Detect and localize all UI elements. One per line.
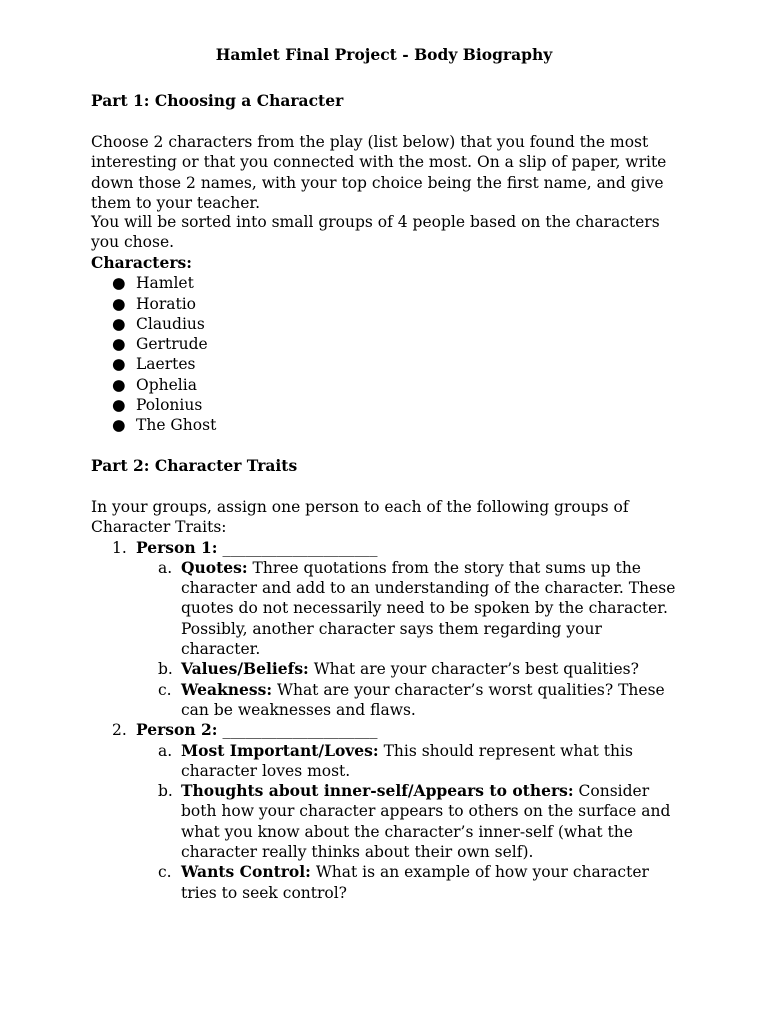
- trait-item: [91, 680, 681, 721]
- bullet-icon: ●: [112, 274, 126, 293]
- list-letter: c.: [158, 680, 172, 699]
- part2-heading: Part 2: Character Traits: [91, 456, 298, 475]
- bullet-icon: ●: [112, 375, 126, 394]
- characters-section: [91, 253, 681, 436]
- person-blank: ____________________: [222, 721, 378, 740]
- character-name: Hamlet: [136, 274, 194, 293]
- part1-section: [91, 91, 681, 111]
- list-item: [91, 334, 681, 354]
- person-1-item: [91, 538, 681, 558]
- list-letter: b.: [158, 660, 173, 679]
- part1-para2: You will be sorted into small groups of 4 people based on the characters you chose.: [91, 213, 660, 252]
- person-2-item: [91, 720, 681, 740]
- trait-term: Thoughts about inner-self/Appears to others:: [181, 781, 574, 801]
- person-label: Person 2:: [136, 720, 218, 740]
- list-item: [91, 294, 681, 314]
- character-name: Claudius: [136, 314, 205, 333]
- trait-item: [91, 862, 681, 903]
- list-letter: a.: [158, 558, 173, 577]
- character-name: Laertes: [136, 355, 196, 374]
- part2-section: [91, 456, 681, 476]
- part1-para1: Choose 2 characters from the play (list below) that you found the most interesting or that you connected with the most. On a slip of paper, write down those 2 names, with your top choice being the first name, and give them to your teacher.: [91, 133, 667, 212]
- list-letter: c.: [158, 863, 172, 882]
- person-label: Person 1:: [136, 537, 218, 557]
- part1-paragraph-1: [91, 132, 681, 213]
- trait-term: Wants Control:: [181, 862, 311, 882]
- trait-description: What are your character’s worst qualities? These can be weaknesses and flaws.: [181, 680, 665, 719]
- list-item: [91, 395, 681, 415]
- character-name: Ophelia: [136, 375, 197, 394]
- list-item: [91, 354, 681, 374]
- bullet-icon: ●: [112, 294, 126, 313]
- bullet-icon: ●: [112, 416, 126, 435]
- character-name: Polonius: [136, 396, 203, 415]
- part1-heading: Part 1: Choosing a Character: [91, 91, 344, 110]
- characters-label: Characters:: [91, 253, 192, 272]
- person-blank: ____________________: [222, 538, 378, 557]
- trait-term: Most Important/Loves:: [181, 740, 379, 760]
- bullet-icon: ●: [112, 355, 126, 374]
- list-letter: a.: [158, 741, 173, 760]
- bullet-icon: ●: [112, 314, 126, 333]
- part1-paragraph-2: [91, 212, 681, 253]
- character-name: Horatio: [136, 294, 197, 313]
- trait-description: What is an example of how your character tries to seek control?: [181, 863, 649, 902]
- trait-item: [91, 781, 681, 862]
- characters-list: [91, 273, 681, 435]
- bullet-icon: ●: [112, 396, 126, 415]
- list-number: 2.: [112, 721, 127, 740]
- trait-description: Consider both how your character appears to others on the surface and what you know about the character’s inner-self (what the character really thinks about their own self).: [181, 782, 671, 862]
- list-item: [91, 273, 681, 293]
- trait-term: Quotes:: [181, 557, 248, 577]
- document-title: Hamlet Final Project - Body Biography: [215, 45, 553, 64]
- trait-description: What are your character’s best qualities?: [313, 660, 639, 679]
- character-name: Gertrude: [136, 335, 208, 354]
- list-item: [91, 375, 681, 395]
- part2-intro: In your groups, assign one person to each of the following groups of Character Traits:: [91, 498, 629, 537]
- trait-item: [91, 741, 681, 782]
- trait-description: This should represent what this character loves most.: [181, 741, 633, 780]
- list-item: [91, 415, 681, 435]
- trait-term: Values/Beliefs:: [181, 659, 309, 679]
- trait-description: Three quotations from the story that sums up the character and add to an understanding of the character. These quotes do not necessarily need to be spoken by the character. Possibly, another character says them regarding your character.: [181, 558, 676, 659]
- list-letter: b.: [158, 782, 173, 801]
- part2-body: [91, 497, 681, 903]
- trait-term: Weakness:: [181, 679, 273, 699]
- bullet-icon: ●: [112, 335, 126, 354]
- trait-item: [91, 659, 681, 679]
- trait-item: [91, 558, 681, 659]
- list-item: [91, 314, 681, 334]
- list-number: 1.: [112, 538, 127, 557]
- character-name: The Ghost: [136, 416, 217, 435]
